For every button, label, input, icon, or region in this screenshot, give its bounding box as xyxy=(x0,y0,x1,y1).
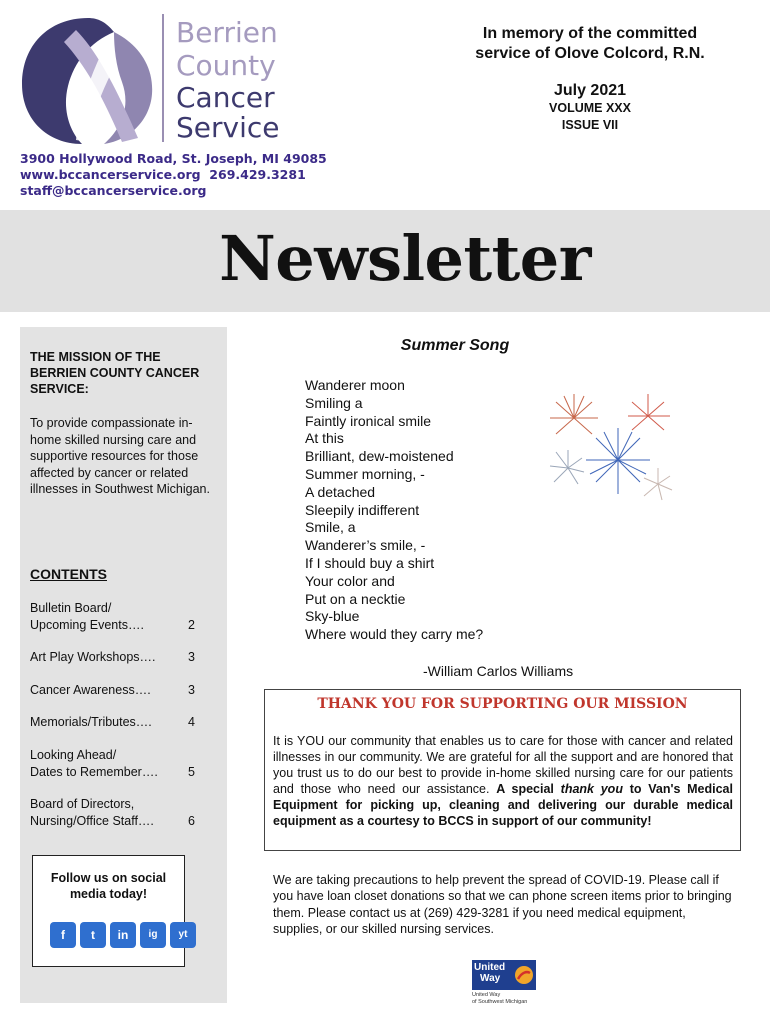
toc-label-line: Upcoming Events…. xyxy=(30,617,144,632)
thank-you-emphasis: thank you xyxy=(560,782,623,796)
poem-line: Wanderer’s smile, - xyxy=(305,537,426,554)
poem-line: Sleepily indifferent xyxy=(305,501,420,518)
toc-page-number: 6 xyxy=(188,814,195,828)
contact-web-phone[interactable]: www.bccancerservice.org 269.429.3281 xyxy=(20,167,306,182)
poem-body xyxy=(305,377,545,644)
logo-word-berrien: Berrien xyxy=(176,16,278,49)
toc-label-line: Bulletin Board/ xyxy=(30,601,112,615)
toc-label-line: Nursing/Office Staff…. xyxy=(30,813,154,828)
toc-item-bulletin[interactable] xyxy=(30,600,180,633)
toc-label-line: Board of Directors, xyxy=(30,797,135,811)
poem-line: If I should buy a shirt xyxy=(305,554,435,571)
toc-item-art-play[interactable] xyxy=(30,649,180,666)
thank-you-text xyxy=(273,733,733,829)
memory-line-1: In memory of the committed xyxy=(482,25,698,42)
united-way-hand-icon xyxy=(514,964,534,986)
contents-heading: CONTENTS xyxy=(30,566,107,582)
poem-line: Summer morning, - xyxy=(305,465,425,482)
volume-label: VOLUME XXX xyxy=(549,101,631,115)
toc-page-number: 5 xyxy=(188,765,195,779)
toc-item-memorials[interactable] xyxy=(30,714,180,731)
social-callout xyxy=(36,870,181,902)
instagram-icon[interactable]: ig xyxy=(140,922,166,948)
toc-item-looking-ahead[interactable] xyxy=(30,747,180,780)
toc-page-number: 2 xyxy=(188,618,195,632)
united-way-badge xyxy=(472,960,536,990)
logo-word-cancer: Cancer xyxy=(176,81,275,114)
united-way-word-2: Way xyxy=(480,973,501,984)
contact-address: 3900 Hollywood Road, St. Joseph, MI 49085 xyxy=(20,151,327,166)
covid-notice: We are taking precautions to help prevent the spread of COVID-19. Please call if you have loan closet donations so that we can phone screen items prior to bringing them. Please contact us at (269) 429-3281 if you need medical equipment, supplies, or our skilled nursing services. xyxy=(273,873,732,936)
poem-line: Brilliant, dew-moistened xyxy=(305,448,454,465)
toc-label-line: Art Play Workshops…. xyxy=(30,650,156,664)
toc-label-line: Dates to Remember…. xyxy=(30,764,158,779)
poem-line: At this xyxy=(305,430,344,447)
thank-you-heading: THANK YOU FOR SUPPORTING OUR MISSION xyxy=(317,696,688,712)
youtube-icon[interactable]: yt xyxy=(170,922,196,948)
logo-word-service: Service xyxy=(176,111,280,144)
twitter-icon[interactable]: t xyxy=(80,922,106,948)
poem-author: -William Carlos Williams xyxy=(423,663,574,679)
poem-line: Smiling a xyxy=(305,394,363,411)
toc-item-board[interactable] xyxy=(30,796,180,829)
poem-title: Summer Song xyxy=(400,337,510,354)
toc-page-number: 3 xyxy=(188,683,195,697)
linkedin-icon[interactable]: in xyxy=(110,922,136,948)
poem-line: Faintly ironical smile xyxy=(305,412,432,429)
logo-divider xyxy=(162,14,164,142)
bccs-logo-mark xyxy=(18,12,158,150)
thank-you-special: A special xyxy=(496,782,554,796)
toc-page-number: 3 xyxy=(188,650,195,664)
poem-line: Sky-blue xyxy=(305,608,360,625)
thank-you-intro: It is YOU our community that enables us to care for those with cancer and related illnesses in our community. We are grateful for all the support and are honored that you trust us to do our best to provide in-home skilled nursing care for our patients and those who need our assistance. xyxy=(273,734,733,796)
facebook-icon[interactable]: f xyxy=(50,922,76,948)
memory-line-2: service of Olove Colcord, R.N. xyxy=(475,45,705,62)
contact-email[interactable]: staff@bccancerservice.org xyxy=(20,183,207,198)
poem-line: Where would they carry me? xyxy=(305,626,484,643)
poem-line: Put on a necktie xyxy=(305,590,406,607)
toc-label-line: Cancer Awareness…. xyxy=(30,683,151,697)
mission-heading: THE MISSION OF THE BERRIEN COUNTY CANCER SERVICE: xyxy=(30,350,200,396)
fireworks-image xyxy=(540,388,680,510)
poem-line: Your color and xyxy=(305,572,395,589)
thank-you-vans: to Van's Medical Equipment for picking up, cleaning and delivering our durable medical equipment as a courtesy to BCCS in support of our community! xyxy=(273,782,733,828)
logo-word-county: County xyxy=(176,49,276,82)
mission-text: To provide compassionate in-home skilled nursing care and supportive resources for those affected by cancer or related illnesses in Southwest Michigan. xyxy=(30,416,210,496)
toc-item-cancer-awareness[interactable] xyxy=(30,682,180,699)
toc-label-line: Memorials/Tributes…. xyxy=(30,715,152,729)
poem-line: Smile, a xyxy=(305,519,356,536)
poem-line: Wanderer moon xyxy=(305,377,405,393)
social-line-1: Follow us on social xyxy=(50,871,167,885)
issue-date: July 2021 xyxy=(553,82,627,99)
social-line-2: media today! xyxy=(69,887,148,901)
poem-line: A detached xyxy=(305,483,376,500)
united-way-word-1: United xyxy=(474,962,506,973)
toc-label-line: Looking Ahead/ xyxy=(30,748,117,762)
united-way-sub-1: United Way xyxy=(472,992,501,998)
newsletter-title: Newsletter xyxy=(219,222,591,295)
united-way-subtitle xyxy=(472,992,527,1005)
toc-page-number: 4 xyxy=(188,715,195,729)
united-way-logo xyxy=(472,960,536,1006)
memory-dedication xyxy=(430,24,750,64)
united-way-sub-2: of Southwest Michigan xyxy=(472,998,528,1005)
issue-label: ISSUE VII xyxy=(561,118,619,132)
